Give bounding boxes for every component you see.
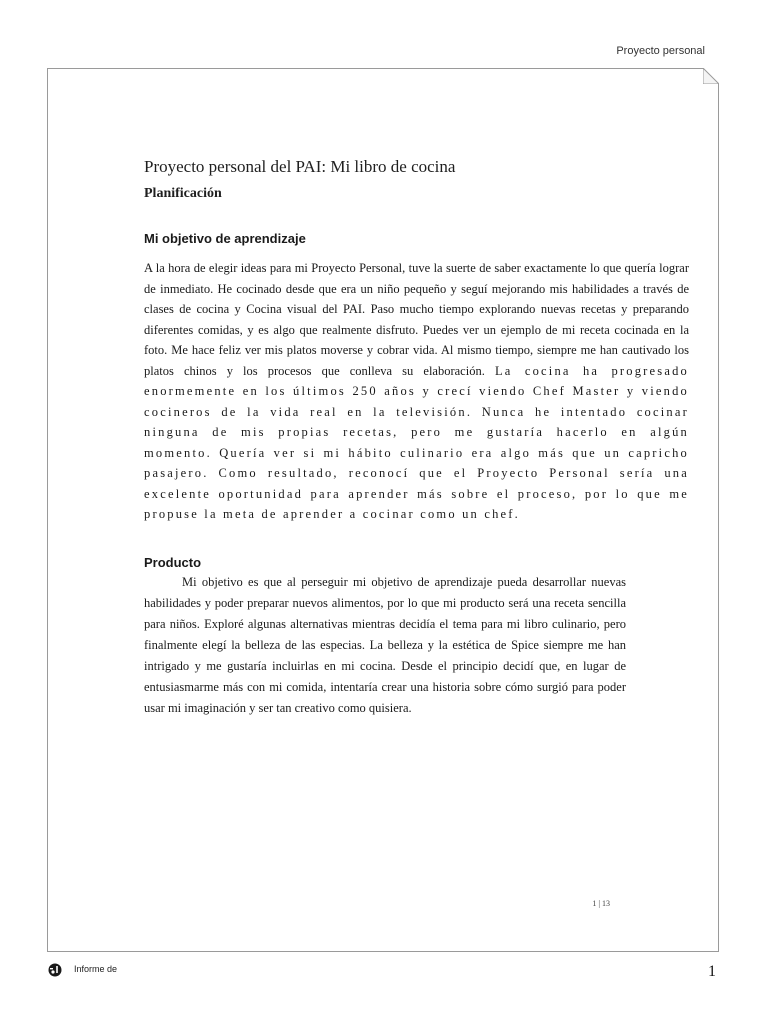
inner-page-number: 1 | 13 [592, 899, 610, 908]
document-page [47, 68, 719, 952]
outer-header-subtitle-clipped [633, 58, 673, 62]
footer-page-number: 1 [708, 963, 716, 980]
section-paragraph-product: Mi objetivo es que al perseguir mi objetivo de aprendizaje pueda desarrollar nuevas habilidades y poder preparar nuevos alimentos, por lo que mi producto será una receta sencilla para niños. Exploré algunas alternativas mientras decidía el tema para mi libro culinario, pero finalmente elegí la belleza de las especias. La belleza y la estética de Spice siempre me han intrigado y me gustaría incluirlas en mi cocina. Desde el principio decidí que, en lugar de entusiasmarme más con mi comida, intentaría crear una historia sobre cómo surgió para poder usar mi imaginación y ser tan creativo como quisiera. [144, 575, 626, 715]
page-fold-icon [703, 68, 719, 84]
outer-header-title: Proyecto personal [616, 45, 705, 57]
ib-logo-icon [47, 962, 63, 978]
section-paragraph-learning-goal [144, 258, 689, 525]
paragraph-normal-text: A la hora de elegir ideas para mi Proyecto Personal, tuve la suerte de saber exactamente lo que quería lograr de inmediato. He cocinado desde que era un niño pequeño y seguí mejorando mis habilidades a través de clases de cocina y Cocina visual del PAI. Paso mucho tiempo explorando nuevas recetas y preparando diferentes comidas, y es algo que realmente disfruto. Puedes ver un ejemplo de mi receta cocinada en la foto. Me hace feliz ver mis platos moverse y cobrar vida. Al mismo tiempo, siempre me han cautivado los platos chinos y los procesos que conlleva su elaboración. [144, 261, 689, 378]
paragraph-spaced-text: La cocina ha progresado enormemente en los últimos 250 años y crecí viendo Chef Master y viendo cocineros de la vida real en la televisión. Nunca he intentado cocinar ninguna de mis propias recetas, pero me gustaría hacerlo en algún momento. Quería ver si mi hábito culinario era algo más que un capricho pasajero. Como resultado, reconocí que el Proyecto Personal sería una excelente oportunidad para aprender más sobre el proceso, por lo que me propuse la meta de aprender a cocinar como un chef. [144, 363, 690, 521]
document-title: Proyecto personal del PAI: Mi libro de cocina [144, 157, 456, 176]
footer-label: Informe de [74, 964, 118, 974]
document-subtitle: Planificación [144, 186, 222, 201]
section-heading-product: Producto [144, 555, 202, 570]
section-heading-learning-goal: Mi objetivo de aprendizaje [144, 231, 306, 246]
